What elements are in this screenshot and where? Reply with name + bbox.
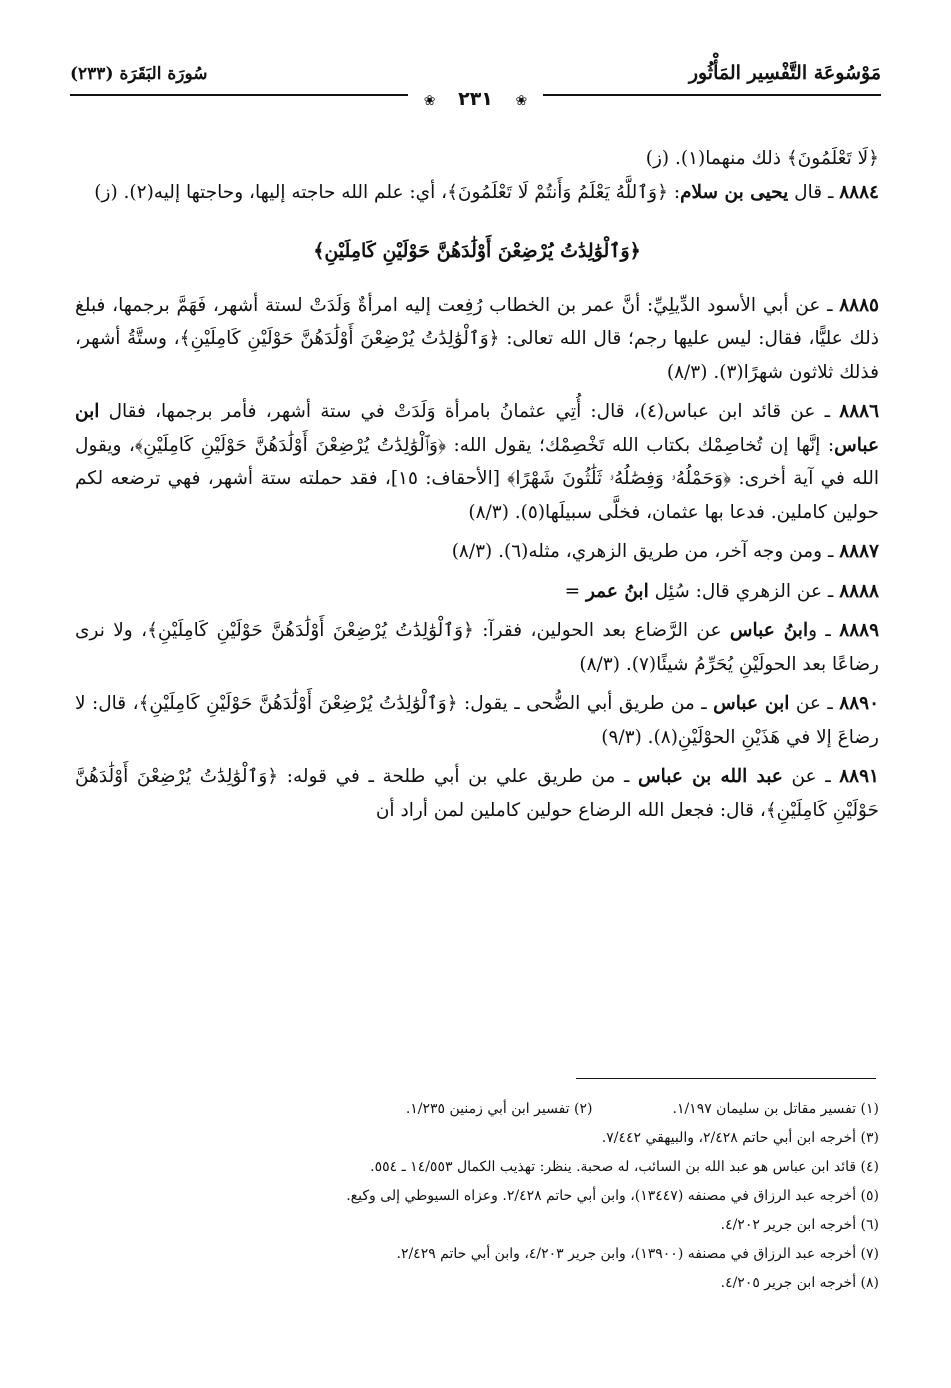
footnote-5: (٥) أخرجه عبد الرزاق في مصنفه (١٣٤٤٧)، وابن أبي حاتم ٢/٤٢٨. وعزاه السيوطي إلى وكيع.	[346, 1188, 879, 1204]
narration-number: ٨٨٩٠	[839, 693, 880, 714]
narration-number: ٨٨٨٧	[839, 541, 879, 562]
verse-reference: (٢٣٣)	[70, 64, 114, 84]
narration-8888: ٨٨٨٨ ـ عن الزهري قال: سُئِل ابنُ عمر =	[564, 580, 879, 602]
narration-8891: ٨٨٩١ ـ عن عبد الله بن عباس ـ من طريق علي بن أبي طلحة ـ في قوله: ﴿وَٱلْوَٰلِدَٰتُ يُرْضِعْنَ أَوْلَٰدَهُنَّ حَوْلَيْنِ كَامِلَيْنِ﴾، قال: فجعل الله الرضاع حولين كاملين لمن أراد أن	[75, 766, 879, 821]
narration-number: ٨٨٨٥	[839, 294, 879, 316]
paragraph-continuation: ﴿لَا تَعْلَمُونَ﴾ ذلك منهما(١). (ز)	[645, 148, 879, 169]
page-number-block	[0, 88, 951, 110]
narrator-name: يحيى بن سلام	[680, 181, 789, 203]
footnote-6: (٦) أخرجه ابن جرير ٤/٢٠٢.	[720, 1217, 879, 1233]
narration-number: ٨٨٨٨	[839, 580, 879, 602]
narration-number: ٨٨٨٦	[839, 401, 880, 422]
narration-8887: ٨٨٨٧ ـ ومن وجه آخر، من طريق الزهري، مثله(٦). (٨/٣)	[451, 541, 879, 562]
footnote-7: (٧) أخرجه عبد الرزاق في مصنفه (١٣٩٠٠)، وابن جرير ٤/٢٠٣، وابن أبي حاتم ٢/٤٢٩.	[396, 1246, 879, 1262]
narration-number: ٨٨٨٤	[839, 181, 879, 203]
footnote-8: (٨) أخرجه ابن جرير ٤/٢٠٥.	[720, 1275, 879, 1291]
footnote-1: (١) تفسير مقاتل بن سليمان ١/١٩٧.	[672, 1101, 879, 1117]
footnote-2: (٢) تفسير ابن أبي زمنين ١/٢٣٥.	[405, 1101, 593, 1117]
narrator-name: عبد الله بن عباس	[638, 766, 783, 787]
narrator-name: ابنُ عمر	[585, 580, 649, 602]
narration-8890: ٨٨٩٠ ـ عن ابن عباس ـ من طريق أبي الضُّحى ـ يقول: ﴿وَٱلْوَٰلِدَٰتُ يُرْضِعْنَ أَوْلَٰدَهُنَّ حَوْلَيْنِ كَامِلَيْنِ﴾، قال: لا رضاعَ إلا في هَذَيْنِ الحوْلَيْنِ(٨). (٩/٣)	[75, 693, 880, 748]
footnote-row	[75, 1095, 879, 1124]
narrator-name: ابنُ عباس	[729, 620, 809, 641]
narration-8886: ٨٨٨٦ ـ عن قائد ابن عباس(٤)، قال: أُتِي عثمانُ بامرأة وَلَدَتْ في ستة أشهر، فأمر برجمها، فقال ابن عباس: إنَّها إن تُخاصِمْك بكتاب الله تَخْصِمْك؛ يقول الله: ﴿وَٱلْوَٰلِدَٰتُ يُرْضِعْنَ أَوْلَٰدَهُنَّ حَوْلَيْنِ كَامِلَيْنِ﴾، ويقول الله في آية أخرى: ﴿وَحَمْلُهُۥ وَفِصَٰلُهُۥ ثَلَٰثُونَ شَهْرًا﴾ [الأحقاف: ١٥]، فقد حملته ستة أشهر، فهي ترضعه لكم حولين كاملين. فدعا بها عثمان، فخلَّى سبيلَها(٥). (٨/٣)	[75, 401, 880, 523]
narration-8884: ٨٨٨٤ ـ قال يحيى بن سلام: ﴿وَٱللَّهُ يَعْلَمُ وَأَنتُمْ لَا تَعْلَمُونَ﴾، أي: علم الله حاجته إليها، وحاجتها إليه(٢). (ز)	[94, 181, 879, 203]
book-title: مَوْسُوعَة التَّفْسِير المَأْثُور	[688, 62, 881, 84]
verse-heading: ﴿وَٱلْوَٰلِدَٰتُ يُرْضِعْنَ أَوْلَٰدَهُنَّ حَوْلَيْنِ كَامِلَيْنِ﴾	[313, 240, 641, 262]
footnotes	[75, 1095, 879, 1298]
footnote-4: (٤) قائد ابن عباس هو عبد الله بن السائب، له صحبة. ينظر: تهذيب الكمال ١٤/٥٥٣ ـ ٥٥٤.	[370, 1159, 879, 1175]
ornament-icon: ❀	[508, 93, 536, 109]
narrator-name: ابن عباس	[75, 401, 879, 456]
surah-name: سُورَة البَقَرَة	[119, 64, 208, 84]
main-text	[75, 142, 879, 827]
narration-number: ٨٨٨٩	[839, 620, 880, 641]
narration-number: ٨٨٩١	[839, 766, 879, 787]
page-number: ٢٣١	[450, 88, 501, 110]
ornament-icon: ❀	[416, 93, 444, 109]
narration-8889: ٨٨٨٩ ـ وابنُ عباس عن الرَّضاع بعد الحولين، فقرآ: ﴿وَٱلْوَٰلِدَٰتُ يُرْضِعْنَ أَوْلَٰدَهُنَّ حَوْلَيْنِ كَامِلَيْنِ﴾، ولا نرى رضاعًا بعد الحولَيْنِ يُحَرِّمُ شيئًا(٧). (٨/٣)	[75, 620, 880, 675]
running-header	[70, 62, 881, 88]
narration-8885: ٨٨٨٥ ـ عن أبي الأسود الدِّيلِيِّ: أنَّ عمر بن الخطاب رُفِعت إليه امرأةٌ وَلَدَتْ لستة أشهر، فَهَمَّ برجمها، فبلغ ذلك عليًّا، فقال: ليس عليها رجم؛ قال الله تعالى: ﴿وَٱلْوَٰلِدَٰتُ يُرْضِعْنَ أَوْلَٰدَهُنَّ حَوْلَيْنِ كَامِلَيْنِ﴾، وستَّةُ أشهر، فذلك ثلاثون شهرًا(٣). (٨/٣)	[75, 294, 879, 383]
narrator-name: ابن عباس	[713, 693, 790, 714]
footnote-3: (٣) أخرجه ابن أبي حاتم ٢/٤٢٨، والبيهقي ٧/٤٤٢.	[601, 1130, 879, 1146]
surah-reference	[70, 64, 207, 84]
footnote-rule	[576, 1078, 876, 1079]
